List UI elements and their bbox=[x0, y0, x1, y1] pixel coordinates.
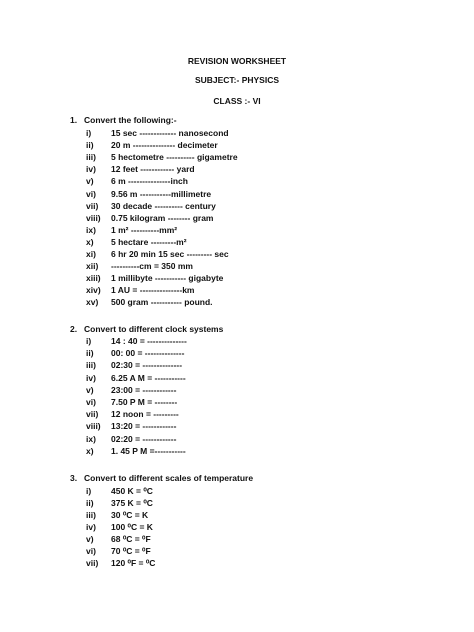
section-title-text: Convert the following:- bbox=[84, 115, 177, 125]
section-title-text: Convert to different scales of temperature bbox=[84, 473, 254, 483]
item-text: 13:20 = ------------ bbox=[111, 421, 177, 432]
item-numeral: xii) bbox=[86, 261, 99, 272]
item-text: 00: 00 = -------------- bbox=[111, 348, 185, 359]
item-text: ----------cm = 350 mm bbox=[111, 261, 193, 272]
section-number: 1. bbox=[70, 115, 78, 125]
item-text: 23:00 = ------------ bbox=[111, 384, 177, 395]
item-text: 14 : 40 = -------------- bbox=[111, 336, 187, 346]
item-text: 30 ⁰C = K bbox=[111, 510, 149, 520]
subject-heading: SUBJECT:- PHYSICS bbox=[194, 75, 280, 85]
item-text: 12 feet ------------ yard bbox=[111, 164, 195, 175]
item-numeral: i) bbox=[86, 336, 92, 346]
item-numeral: ii) bbox=[86, 140, 94, 151]
item-text: 02:30 = -------------- bbox=[111, 360, 183, 371]
item-numeral: x) bbox=[86, 445, 94, 456]
item-text: 120 ⁰F = ⁰C bbox=[111, 558, 156, 568]
section-number: 2. bbox=[70, 324, 78, 334]
item-numeral: iii) bbox=[86, 360, 96, 371]
item-text: 450 K = ⁰C bbox=[111, 486, 153, 496]
item-text: 0.75 kilogram -------- gram bbox=[111, 212, 214, 223]
item-numeral: xiii) bbox=[86, 273, 101, 284]
item-numeral: vii) bbox=[86, 558, 99, 568]
item-numeral: vii) bbox=[86, 200, 99, 211]
item-numeral: viii) bbox=[86, 421, 101, 432]
section-title bbox=[70, 115, 177, 125]
item-text: 6 hr 20 min 15 sec --------- sec bbox=[111, 249, 229, 259]
item-numeral: ix) bbox=[86, 433, 96, 444]
section-title bbox=[70, 473, 253, 483]
section-title-text: Convert to different clock systems bbox=[84, 324, 224, 334]
item-numeral: vi) bbox=[86, 188, 96, 199]
worksheet-title: REVISION WORKSHEET bbox=[187, 56, 287, 66]
item-text: 6.25 A M = ----------- bbox=[111, 372, 186, 383]
class-heading: CLASS :- VI bbox=[213, 96, 261, 106]
item-numeral: ii) bbox=[86, 498, 94, 508]
item-numeral: vii) bbox=[86, 409, 99, 420]
item-numeral: iv) bbox=[86, 164, 96, 175]
item-text: 1 millibyte ----------- gigabyte bbox=[111, 273, 224, 284]
item-numeral: iii) bbox=[86, 152, 96, 163]
item-text: 15 sec ------------- nanosecond bbox=[111, 128, 229, 138]
item-text: 6 m ---------------inch bbox=[111, 176, 188, 187]
item-text: 9.56 m -----------millimetre bbox=[111, 188, 212, 199]
item-text: 100 ⁰C = K bbox=[111, 522, 153, 532]
item-numeral: x) bbox=[86, 236, 94, 247]
item-numeral: viii) bbox=[86, 212, 101, 223]
item-numeral: xiv) bbox=[86, 285, 101, 296]
item-text: 7.50 P M = -------- bbox=[111, 397, 178, 407]
item-numeral: ii) bbox=[86, 348, 94, 359]
item-numeral: vi) bbox=[86, 397, 96, 407]
item-text: 5 hectometre ---------- gigametre bbox=[111, 152, 238, 163]
item-numeral: i) bbox=[86, 128, 92, 138]
item-text: 30 decade ---------- century bbox=[111, 200, 216, 211]
item-numeral: v) bbox=[86, 384, 94, 395]
section-title bbox=[70, 324, 223, 334]
item-numeral: v) bbox=[86, 176, 94, 187]
item-numeral: xv) bbox=[86, 297, 99, 308]
item-text: 70 ⁰C = ⁰F bbox=[111, 546, 151, 556]
item-text: 375 K = ⁰C bbox=[111, 498, 153, 508]
item-numeral: i) bbox=[86, 486, 92, 496]
item-numeral: iii) bbox=[86, 510, 96, 520]
item-text: 1. 45 P M =----------- bbox=[111, 445, 186, 456]
section-number: 3. bbox=[70, 473, 78, 483]
item-text: 1 AU = ---------------km bbox=[111, 285, 195, 296]
item-text: 20 m --------------- decimeter bbox=[111, 140, 218, 151]
item-numeral: iv) bbox=[86, 372, 96, 383]
item-text: 1 m² ----------mm² bbox=[111, 224, 178, 235]
item-numeral: vi) bbox=[86, 546, 96, 556]
item-numeral: xi) bbox=[86, 249, 96, 259]
item-text: 12 noon = --------- bbox=[111, 409, 179, 420]
item-text: 5 hectare ---------m² bbox=[111, 236, 187, 247]
item-text: 68 ⁰C = ⁰F bbox=[111, 534, 151, 544]
item-numeral: v) bbox=[86, 534, 94, 544]
item-numeral: iv) bbox=[86, 522, 96, 532]
item-numeral: ix) bbox=[86, 224, 96, 235]
item-text: 02:20 = ------------ bbox=[111, 433, 177, 444]
item-text: 500 gram ----------- pound. bbox=[111, 297, 213, 308]
